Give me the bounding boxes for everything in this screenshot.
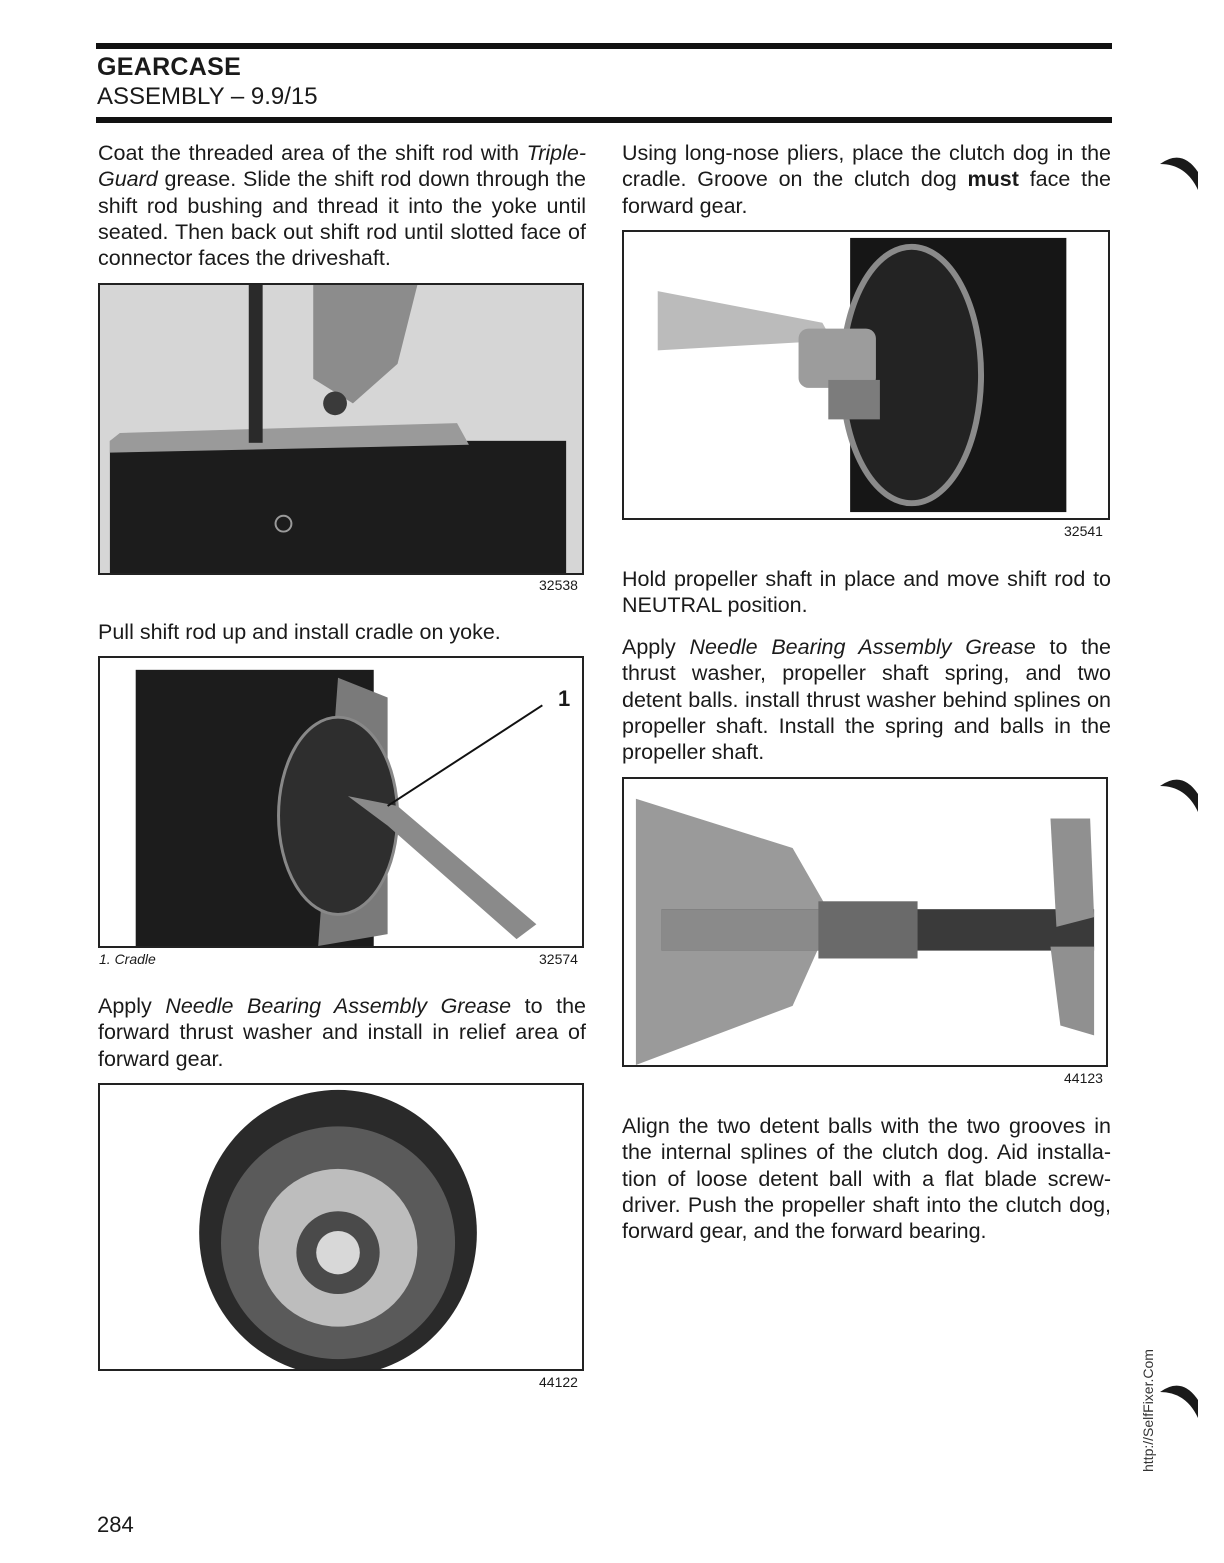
binding-tab-mark — [1158, 772, 1200, 812]
fig-number-32541: 32541 — [1064, 523, 1103, 539]
left-paragraph-3: Apply Needle Bearing Assembly Grease to the forward thrust washer and install in relief area of forward gear. — [98, 994, 586, 1071]
photo-propeller-shaft — [622, 777, 1108, 1067]
binding-tab-mark — [1158, 1378, 1200, 1418]
fig-number-32538: 32538 — [539, 577, 578, 593]
figure-caption-cradle: 1. Cradle — [99, 951, 156, 967]
left-paragraph-2: Pull shift rod up and install cradle on yoke. — [98, 620, 501, 644]
callout-number-1: 1 — [558, 686, 571, 711]
header-bottom-rule — [96, 117, 1112, 123]
photo-clutch-dog — [622, 230, 1110, 520]
fig-number-32574: 32574 — [539, 951, 578, 967]
page-number: 284 — [97, 1512, 134, 1537]
watermark-url: http://SelfFixer.Com — [1140, 1349, 1156, 1472]
fig-number-44122: 44122 — [539, 1374, 578, 1390]
section-title: GEARCASE — [97, 53, 242, 81]
right-paragraph-2: Hold propeller shaft in place and move shift rod to NEUTRAL position. — [622, 567, 1111, 618]
right-paragraph-3: Apply Needle Bearing Assembly Grease to the thrust washer, propeller shaft spring, and two detent balls. install thrust washer behind splines on propeller shaft. Install the spring and balls in the propeller shaft. — [622, 635, 1111, 765]
right-paragraph-1: Using long-nose pliers, place the clutch dog in the cradle. Groove on the clutch dog must face the forward gear. — [622, 141, 1111, 218]
header-top-rule — [96, 43, 1112, 49]
photo-cradle — [98, 656, 584, 948]
right-paragraph-4: Align the two detent balls with the two grooves in the internal splines of the clutch dog. Aid installa-tion of loose detent ball with a flat blade screw-driver. Push the propeller shaft into the clutch dog, forward gear, and the forward bearing. — [622, 1114, 1111, 1244]
binding-tab-mark — [1158, 150, 1200, 190]
photo-forward-gear — [98, 1083, 584, 1371]
left-paragraph-1: Coat the threaded area of the shift rod with Triple-Guard grease. Slide the shift rod down through the shift rod bushing and thread it into the yoke until seated. Then back out shift rod until slotted face of connector faces the driveshaft. — [98, 141, 586, 271]
photo-shift-rod — [98, 283, 584, 575]
section-subtitle: ASSEMBLY – 9.9/15 — [97, 83, 318, 110]
fig-number-44123: 44123 — [1064, 1070, 1103, 1086]
